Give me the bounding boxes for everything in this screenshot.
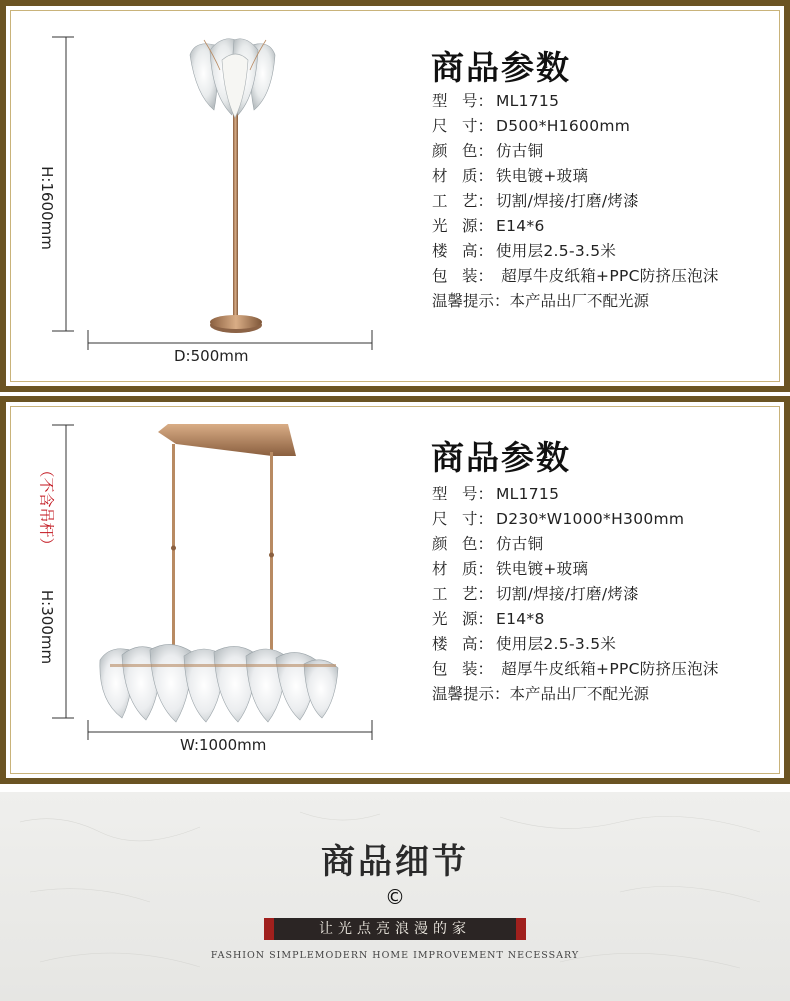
light-source-tip: 温馨提示：本产品出厂不配光源	[432, 292, 650, 310]
param-colon: ：	[477, 267, 494, 285]
param-label-char1: 包	[432, 660, 448, 678]
param-row	[432, 507, 719, 532]
param-row	[432, 607, 719, 632]
param-row	[432, 532, 719, 557]
param-label	[432, 532, 496, 557]
param-row	[432, 657, 719, 682]
params-list	[432, 482, 719, 707]
param-value: D500*H1600mm	[496, 117, 631, 135]
param-label	[432, 482, 496, 507]
param-label-char1: 楼	[432, 242, 448, 260]
param-value: 切割/焊接/打磨/烤漆	[496, 585, 639, 603]
param-colon: ：	[477, 485, 494, 503]
param-value: 使用层2.5-3.5米	[496, 242, 617, 260]
param-label-char1: 工	[432, 192, 448, 210]
param-label	[432, 507, 496, 532]
params-title: 商品参数	[431, 438, 571, 477]
param-label-char1: 型	[432, 92, 448, 110]
slogan-bar	[264, 918, 526, 940]
param-value: 仿古铜	[496, 142, 544, 160]
param-label-char2: 质	[462, 560, 478, 578]
param-label-char1: 颜	[432, 535, 448, 553]
param-label-char1: 光	[432, 610, 448, 628]
height-dimension-label: H:1600mm	[38, 166, 56, 250]
param-value: D230*W1000*H300mm	[496, 510, 685, 528]
param-label-char2: 装	[462, 267, 478, 285]
param-colon: ：	[477, 560, 494, 578]
details-title: 商品细节	[321, 842, 469, 882]
param-label-char1: 包	[432, 267, 448, 285]
param-colon: ：	[477, 92, 494, 110]
no-rod-note: （不含吊杆）	[37, 462, 56, 553]
param-value: ML1715	[496, 92, 560, 110]
param-colon: ：	[477, 635, 494, 653]
param-colon: ：	[477, 660, 494, 678]
param-label-char2: 高	[462, 242, 478, 260]
param-label-char2: 艺	[462, 585, 478, 603]
param-label	[432, 607, 496, 632]
param-label-char1: 材	[432, 560, 448, 578]
param-label-char1: 颜	[432, 142, 448, 160]
param-label-char1: 工	[432, 585, 448, 603]
param-value: E14*6	[496, 217, 545, 235]
pendant-lamp-illustration	[0, 0, 790, 388]
param-value: 超厚牛皮纸箱+PPC防挤压泡沫	[496, 660, 719, 678]
param-row	[432, 482, 719, 507]
param-label-char1: 材	[432, 167, 448, 185]
param-value: 铁电镀+玻璃	[496, 167, 589, 185]
slogan-text: 让光点亮浪漫的家	[319, 921, 471, 937]
param-value: ML1715	[496, 485, 560, 503]
param-row	[432, 557, 719, 582]
height-dimension-label: H:300mm	[38, 589, 56, 665]
param-value: 超厚牛皮纸箱+PPC防挤压泡沫	[496, 267, 719, 285]
params-title: 商品参数	[431, 48, 571, 87]
param-colon: ：	[477, 242, 494, 260]
param-row	[432, 582, 719, 607]
param-colon: ：	[477, 142, 494, 160]
param-label-char1: 型	[432, 485, 448, 503]
param-colon: ：	[477, 192, 494, 210]
param-label-char2: 寸	[462, 510, 478, 528]
param-value: 仿古铜	[496, 535, 544, 553]
product-details-banner	[0, 792, 790, 1001]
param-colon: ：	[477, 167, 494, 185]
width-dimension-label: W:1000mm	[180, 736, 267, 754]
param-label	[432, 657, 496, 682]
param-value: 使用层2.5-3.5米	[496, 635, 617, 653]
slogan-english: FASHION SIMPLEMODERN HOME IMPROVEMENT NECESSARY	[210, 950, 580, 961]
param-label-char2: 号	[462, 485, 478, 503]
param-value: E14*8	[496, 610, 545, 628]
param-label-char2: 色	[462, 535, 478, 553]
param-label-char1: 尺	[432, 510, 448, 528]
copyright-icon: ©	[385, 885, 405, 909]
param-row	[432, 632, 719, 657]
param-value: 切割/焊接/打磨/烤漆	[496, 192, 639, 210]
param-label-char2: 源	[462, 217, 478, 235]
param-label-char1: 尺	[432, 117, 448, 135]
param-label-char2: 色	[462, 142, 478, 160]
pendant-lamp-panel	[0, 396, 790, 784]
param-colon: ：	[477, 610, 494, 628]
param-label-char2: 寸	[462, 117, 478, 135]
param-label-char2: 源	[462, 610, 478, 628]
param-label	[432, 557, 496, 582]
param-label-char2: 装	[462, 660, 478, 678]
param-label	[432, 632, 496, 657]
param-label-char2: 高	[462, 635, 478, 653]
param-label-char2: 质	[462, 167, 478, 185]
param-colon: ：	[477, 510, 494, 528]
param-label-char2: 号	[462, 92, 478, 110]
light-source-tip: 温馨提示：本产品出厂不配光源	[432, 685, 650, 703]
param-label-char2: 艺	[462, 192, 478, 210]
param-colon: ：	[477, 117, 494, 135]
param-label	[432, 582, 496, 607]
param-colon: ：	[477, 585, 494, 603]
param-label-char1: 光	[432, 217, 448, 235]
param-value: 铁电镀+玻璃	[496, 560, 589, 578]
param-colon: ：	[477, 535, 494, 553]
param-label-char1: 楼	[432, 635, 448, 653]
param-colon: ：	[477, 217, 494, 235]
diameter-dimension-label: D:500mm	[174, 347, 249, 365]
